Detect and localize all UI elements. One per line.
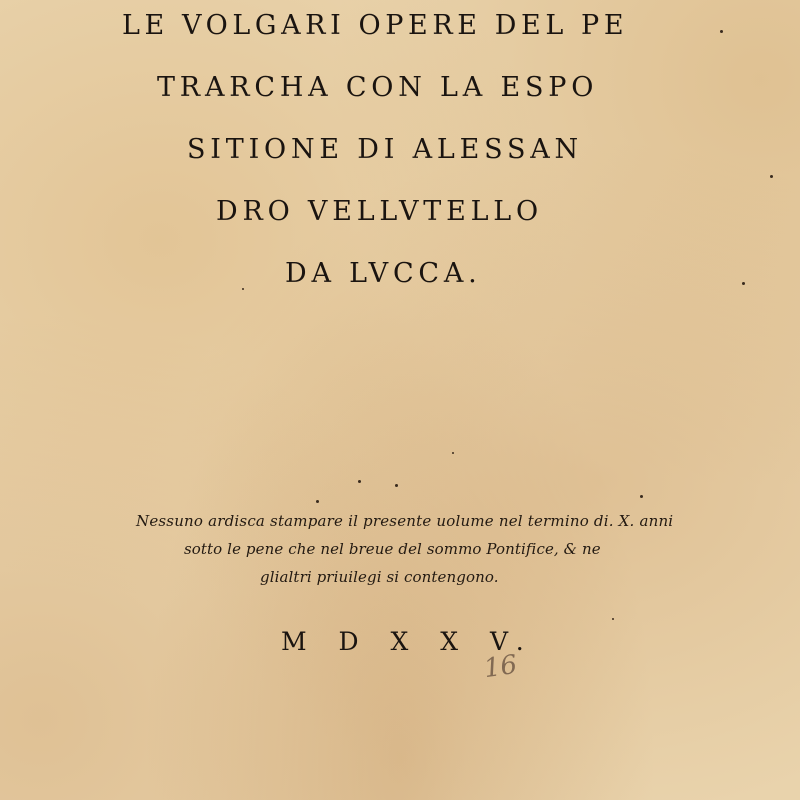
ink-speck bbox=[770, 175, 773, 178]
title-line-3: SITIONE DI ALESSAN bbox=[187, 134, 583, 165]
title-line-1: LE VOLGARI OPERE DEL PE bbox=[122, 10, 629, 41]
privilege-line-2: sotto le pene che nel breue del sommo Pontifice, & ne bbox=[184, 540, 601, 558]
title-line-5: DA LVCCA. bbox=[285, 258, 482, 289]
title-line-4: DRO VELLVTELLO bbox=[216, 196, 543, 227]
ink-speck bbox=[640, 495, 643, 498]
ink-speck bbox=[395, 484, 398, 487]
ink-speck bbox=[242, 288, 244, 290]
privilege-line-1: Nessuno ardisca stampare il presente uolume nel termino di. X. anni bbox=[136, 512, 674, 530]
ink-speck bbox=[720, 30, 723, 33]
ink-speck bbox=[612, 618, 614, 620]
ink-speck bbox=[358, 480, 361, 483]
ink-speck bbox=[452, 452, 454, 454]
handwritten-note: 16 bbox=[482, 649, 520, 685]
publication-date: M D X X V. bbox=[281, 627, 536, 656]
ink-speck bbox=[742, 282, 745, 285]
title-line-2: TRARCHA CON LA ESPO bbox=[157, 72, 599, 103]
ink-speck bbox=[316, 500, 319, 503]
privilege-line-3: glialtri priuilegi si contengono. bbox=[260, 568, 499, 586]
